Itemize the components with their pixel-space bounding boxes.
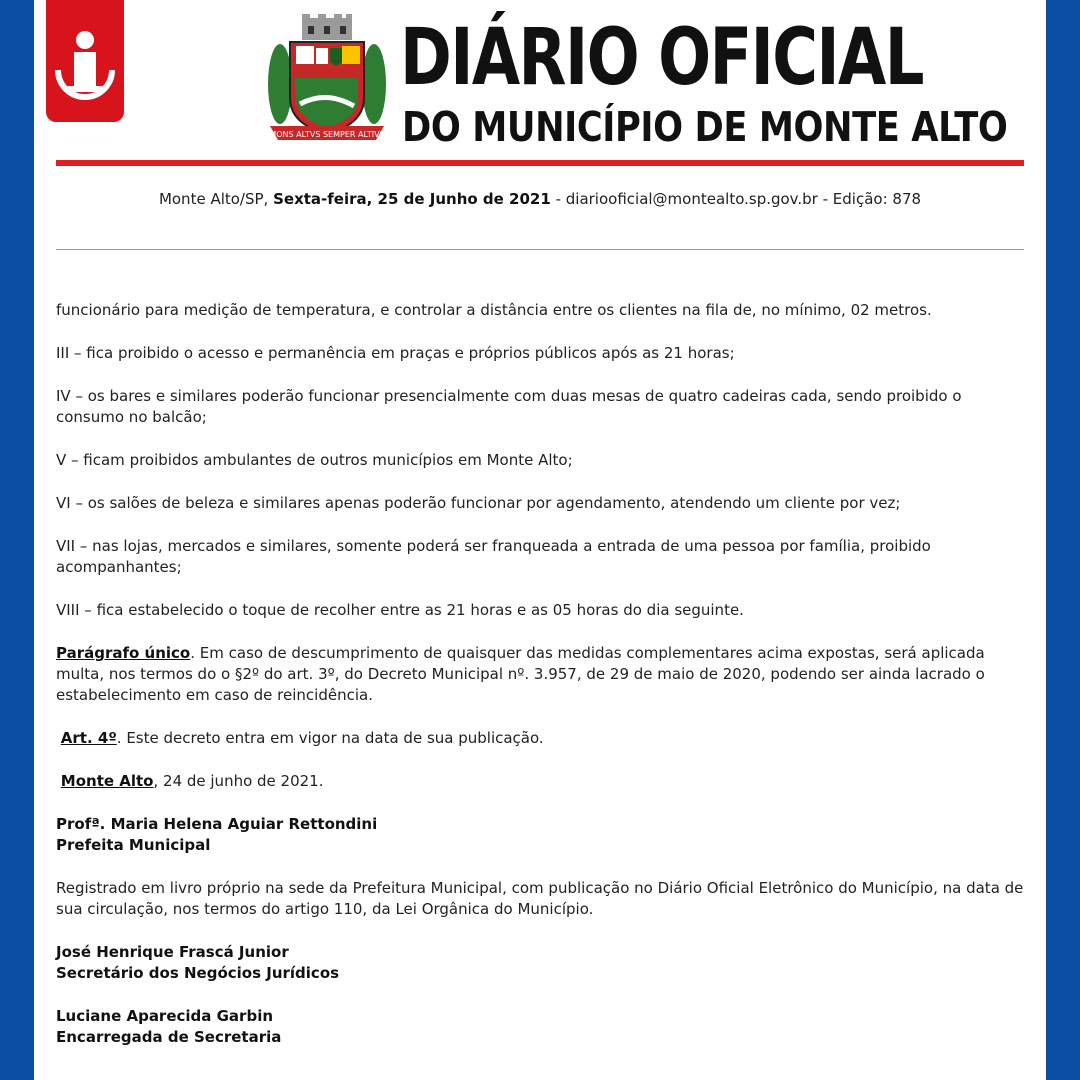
page-subtitle: DO MUNICÍPIO DE MONTE ALTO [402, 103, 1008, 151]
signature-block [56, 1006, 1024, 1048]
registro-paragraph: Registrado em livro próprio na sede da Prefeitura Municipal, com publicação no Diário Oficial Eletrônico do Município, na data de sua circulação, nos termos do artigo 110, da Lei Orgânica do Município. [56, 879, 1024, 918]
coat-motto: MONS ALTVS SEMPER ALTIVS [269, 130, 385, 139]
signature-block [56, 942, 1024, 984]
article-4 [56, 728, 1024, 749]
masthead [264, 10, 1008, 151]
place-label: Monte Alto [60, 772, 154, 790]
paragraph: VIII – fica estabelecido o toque de recolher entre as 21 horas e as 05 horas do dia seguinte. [56, 601, 744, 619]
paragraph: funcionário para medição de temperatura, e controlar a distância entre os clientes na fila de, no mínimo, 02 metros. [56, 301, 932, 319]
signer-name: Luciane Aparecida Garbin [56, 1007, 274, 1025]
page-title: DIÁRIO OFICIAL [400, 13, 923, 103]
dateline [56, 190, 1024, 208]
signer-role: Encarregada de Secretaria [56, 1028, 282, 1046]
signature-block [56, 814, 1024, 856]
place-date [56, 771, 1024, 792]
place-text: , 24 de junho de 2021. [153, 772, 324, 790]
info-badge-icon[interactable] [46, 0, 124, 122]
header-divider [56, 160, 1024, 166]
paragrafo-text: . Em caso de descumprimento de quaisquer das medidas complementares acima expostas, será aplicada multa, nos termos do o §2º do art. 3º, do Decreto Municipal nº. 3.957, de 29 de maio de 2020, podendo ser ainda lacrado o estabelecimento em caso de reincidência. [56, 644, 985, 704]
signer-role: Secretário dos Negócios Jurídicos [56, 964, 340, 982]
signer-name: Profª. Maria Helena Aguiar Rettondini [56, 815, 378, 833]
article-text: . Este decreto entra em vigor na data de sua publicação. [116, 729, 544, 747]
signer-name: José Henrique Frascá Junior [56, 943, 289, 961]
article-label: Art. 4º [60, 729, 117, 747]
paragraph: IV – os bares e similares poderão funcionar presencialmente com duas mesas de quatro cadeiras cada, sendo proibido o consumo no balcão; [56, 387, 962, 426]
paragrafo-label: Parágrafo único [56, 644, 191, 662]
paragraph: VII – nas lojas, mercados e similares, somente poderá ser franqueada a entrada de uma pessoa por família, proibido acompanhantes; [56, 537, 931, 576]
paragraph: VI – os salões de beleza e similares apenas poderão funcionar por agendamento, atendendo um cliente por vez; [56, 494, 901, 512]
paragrafo-unico [56, 643, 1024, 706]
coat-of-arms-icon [266, 14, 388, 150]
paragraph: III – fica proibido o acesso e permanência em praças e próprios públicos após as 21 horas; [56, 344, 735, 362]
content-divider [56, 249, 1024, 250]
dateline-date: Sexta-feira, 25 de Junho de 2021 [273, 190, 551, 208]
dateline-place: Monte Alto/SP, [158, 190, 274, 208]
paragraph: V – ficam proibidos ambulantes de outros municípios em Monte Alto; [56, 451, 573, 469]
dateline-rest: - diariooficial@montealto.sp.gov.br - Edição: 878 [550, 190, 922, 208]
signer-role: Prefeita Municipal [56, 836, 211, 854]
document-body [56, 300, 1024, 1070]
